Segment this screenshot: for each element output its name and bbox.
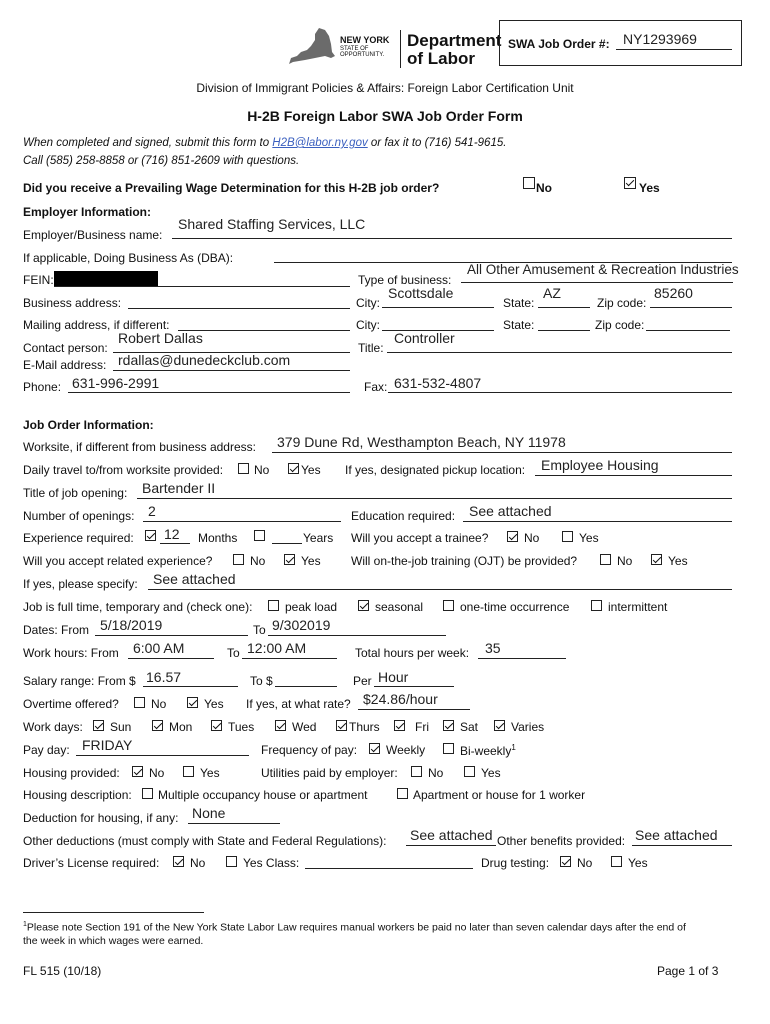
day-varies-label: Varies — [511, 720, 545, 734]
employer-name-line — [172, 238, 732, 239]
trainee-no-label: No — [524, 531, 540, 545]
job-type-label: Job is full time, temporary and (check one): — [23, 600, 253, 614]
overtime-label: Overtime offered? — [23, 697, 119, 711]
salary-label: Salary range: From $ — [23, 674, 136, 688]
travel-no-checkbox[interactable] — [238, 463, 249, 474]
single-apartment-label: Apartment or house for 1 worker — [413, 788, 586, 802]
housing-yes-label: Yes — [200, 766, 220, 780]
employer-name-value[interactable]: Shared Staffing Services, LLC — [178, 216, 366, 232]
overtime-yes-label: Yes — [204, 697, 224, 711]
fein-line — [54, 286, 350, 287]
per-label: Per — [353, 674, 372, 688]
education-label: Education required: — [351, 509, 456, 523]
pickup-line — [535, 475, 732, 476]
pwd-yes-checkbox[interactable] — [624, 177, 636, 189]
biweekly-checkbox[interactable] — [443, 743, 454, 754]
experience-label: Experience required: — [23, 531, 134, 545]
drug-no-checkbox[interactable] — [560, 856, 571, 867]
contact-label: Contact person: — [23, 341, 108, 355]
housing-no-checkbox[interactable] — [132, 766, 143, 777]
pickup-label: If yes, designated pickup location: — [345, 463, 526, 477]
license-yes-checkbox[interactable] — [226, 856, 237, 867]
phone-label: Phone: — [23, 380, 62, 394]
city-line — [382, 307, 494, 308]
day-fri-checkbox[interactable] — [394, 720, 405, 731]
years-label: Years — [303, 531, 334, 545]
overtime-rate-line — [358, 709, 470, 710]
day-sat-checkbox[interactable] — [443, 720, 454, 731]
instructions-line1: When completed and signed, submit this form to H2B@labor.ny.gov or fax it to (716) 541-9615. — [23, 137, 507, 149]
other-deductions-line — [406, 845, 496, 846]
mailing-city-label: City: — [356, 318, 380, 332]
housing-yes-checkbox[interactable] — [183, 766, 194, 777]
housing-no-label: No — [149, 766, 165, 780]
payday-label: Pay day: — [23, 743, 70, 757]
form-title: H-2B Foreign Labor SWA Job Order Form — [247, 108, 523, 124]
seasonal-label: seasonal — [375, 600, 424, 614]
intermittent-checkbox[interactable] — [591, 600, 602, 611]
footnote-line1: $^1$Please note Section 191 of the New York State Labor Law requires manual workers be paid no later than seven calendar days after the end of — [23, 921, 686, 934]
contact-value[interactable]: Robert Dallas — [118, 330, 203, 346]
travel-no-label: No — [254, 463, 270, 477]
mailing-state-line — [538, 330, 590, 331]
dept-line1: Department — [407, 31, 502, 50]
ojt-no-label: No — [617, 554, 633, 568]
day-sat-label: Sat — [460, 720, 479, 734]
per-line — [374, 686, 454, 687]
housing-label: Housing provided: — [23, 766, 120, 780]
ojt-yes-label: Yes — [668, 554, 688, 568]
license-label: Driver’s License required: — [23, 856, 160, 870]
openings-line — [143, 521, 341, 522]
city-label: City: — [356, 296, 380, 310]
salary-to-line — [275, 686, 337, 687]
workdays-label: Work days: — [23, 720, 83, 734]
business-address-label: Business address: — [23, 296, 122, 310]
housing-desc-label: Housing description: — [23, 788, 132, 802]
experience-years-checkbox[interactable] — [254, 530, 265, 541]
email-label: E-Mail address: — [23, 358, 107, 372]
hours-to-line — [242, 658, 337, 659]
utilities-label: Utilities paid by employer: — [261, 766, 398, 780]
single-apartment-checkbox[interactable] — [397, 788, 408, 799]
division-text: Division of Immigrant Policies & Affairs: Foreign Labor Certification Unit — [196, 81, 574, 95]
pwd-yes-label: Yes — [639, 181, 660, 195]
openings-value[interactable]: 2 — [148, 503, 156, 519]
logo-opportunity: OPPORTUNITY. — [340, 52, 385, 58]
dates-from-label: Dates: From — [23, 623, 90, 637]
related-label: Will you accept related experience? — [23, 554, 213, 568]
pwd-question: Did you receive a Prevailing Wage Determination for this H-2B job order? — [23, 181, 440, 195]
ojt-no-checkbox[interactable] — [600, 554, 611, 565]
trainee-label: Will you accept a trainee? — [351, 531, 489, 545]
dates-from-value[interactable]: 5/18/2019 — [100, 617, 163, 633]
other-benefits-line — [632, 845, 732, 846]
job-title-line — [137, 498, 732, 499]
dates-to-label: To — [253, 623, 266, 637]
travel-yes-checkbox[interactable] — [288, 463, 299, 474]
phone-value[interactable]: 631-996-2991 — [72, 375, 160, 391]
overtime-rate-value[interactable]: $24.86/hour — [363, 691, 438, 707]
one-time-label: one-time occurrence — [460, 600, 570, 614]
utilities-no-label: No — [428, 766, 444, 780]
day-sun-label: Sun — [110, 720, 132, 734]
title-line — [387, 352, 732, 353]
experience-years-line — [272, 543, 302, 544]
utilities-yes-checkbox[interactable] — [464, 766, 475, 777]
drug-no-label: No — [577, 856, 593, 870]
trainee-no-checkbox[interactable] — [507, 531, 518, 542]
education-value[interactable]: See attached — [469, 503, 552, 519]
pickup-value[interactable]: Employee Housing — [541, 457, 659, 473]
utilities-yes-label: Yes — [481, 766, 501, 780]
experience-months-line — [160, 543, 190, 544]
dba-label: If applicable, Doing Business As (DBA): — [23, 251, 234, 265]
employer-section-title: Employer Information: — [23, 205, 152, 219]
specify-label: If yes, please specify: — [23, 577, 138, 591]
fax-label: Fax: — [364, 380, 388, 394]
email-line — [113, 370, 350, 371]
salary-from-value[interactable]: 16.57 — [146, 669, 182, 685]
salary-from-line — [143, 686, 238, 687]
day-mon-label: Mon — [169, 720, 193, 734]
day-thurs-checkbox[interactable] — [336, 720, 347, 731]
multi-occupancy-checkbox[interactable] — [142, 788, 153, 799]
ojt-label: Will on-the-job training (OJT) be provided? — [351, 554, 578, 568]
salary-to-label: To $ — [250, 674, 273, 688]
mailing-zip-label: Zip code: — [595, 318, 645, 332]
day-sun-checkbox[interactable] — [93, 720, 104, 731]
overtime-no-checkbox[interactable] — [134, 697, 145, 708]
other-deductions-label: Other deductions (must comply with State and Federal Regulations): — [23, 834, 387, 848]
state-value[interactable]: AZ — [543, 285, 561, 301]
business-address-line — [128, 308, 350, 309]
openings-label: Number of openings: — [23, 509, 135, 523]
license-no-label: No — [190, 856, 206, 870]
drug-yes-label: Yes — [628, 856, 648, 870]
mailing-state-label: State: — [503, 318, 535, 332]
deduction-label: Deduction for housing, if any: — [23, 811, 179, 825]
logo-state: NEW YORK — [340, 35, 390, 45]
total-hours-label: Total hours per week: — [355, 646, 470, 660]
fein-redaction — [54, 271, 158, 287]
months-label: Months — [198, 531, 238, 545]
drug-testing-label: Drug testing: — [481, 856, 550, 870]
business-type-value[interactable]: All Other Amusement & Recreation Industries — [467, 262, 739, 277]
deduction-line — [188, 823, 280, 824]
specify-line — [148, 589, 732, 590]
swa-line — [616, 49, 732, 50]
deduction-value[interactable]: None — [192, 805, 226, 821]
dept-line2: of Labor — [407, 49, 475, 68]
dates-to-value[interactable]: 9/302019 — [272, 617, 331, 633]
form-id: FL 515 (10/18) — [23, 964, 102, 978]
day-mon-checkbox[interactable] — [152, 720, 163, 731]
logo-state-line2: STATE OF — [340, 46, 369, 52]
per-value[interactable]: Hour — [378, 669, 409, 685]
peak-load-checkbox[interactable] — [268, 600, 279, 611]
other-deductions-value[interactable]: See attached — [410, 827, 493, 843]
travel-label: Daily travel to/from worksite provided: — [23, 463, 224, 477]
logo-divider — [400, 30, 401, 68]
biweekly-label: Bi-weekly$^1$ — [460, 743, 516, 758]
frequency-label: Frequency of pay: — [261, 743, 358, 757]
phone-line — [68, 392, 350, 393]
fax-value[interactable]: 631-532-4807 — [394, 375, 482, 391]
ojt-yes-checkbox[interactable] — [651, 554, 662, 565]
state-label: State: — [503, 296, 535, 310]
peak-load-label: peak load — [285, 600, 338, 614]
payday-line — [76, 755, 249, 756]
worksite-line — [272, 452, 732, 453]
other-benefits-label: Other benefits provided: — [497, 834, 626, 848]
overtime-no-label: No — [151, 697, 167, 711]
day-varies-checkbox[interactable] — [494, 720, 505, 731]
pwd-no-checkbox[interactable] — [523, 177, 535, 189]
experience-months-checkbox[interactable] — [145, 530, 156, 541]
drug-yes-checkbox[interactable] — [611, 856, 622, 867]
zip-line — [650, 307, 732, 308]
mailing-address-label: Mailing address, if different: — [23, 318, 170, 332]
day-fri-label: Fri — [415, 720, 429, 734]
experience-months-value[interactable]: 12 — [164, 526, 180, 542]
trainee-yes-checkbox[interactable] — [562, 531, 573, 542]
overtime-rate-label: If yes, at what rate? — [246, 697, 351, 711]
related-no-checkbox[interactable] — [233, 554, 244, 565]
payday-value[interactable]: FRIDAY — [82, 737, 133, 753]
utilities-no-checkbox[interactable] — [411, 766, 422, 777]
ny-state-outline-icon — [285, 26, 337, 70]
worksite-value[interactable]: 379 Dune Rd, Westhampton Beach, NY 11978 — [277, 434, 566, 450]
related-no-label: No — [250, 554, 266, 568]
mailing-zip-line — [646, 330, 730, 331]
license-no-checkbox[interactable] — [173, 856, 184, 867]
job-title-label: Title of job opening: — [23, 486, 128, 500]
email-value[interactable]: rdallas@dunedeckclub.com — [118, 352, 291, 368]
other-benefits-value[interactable]: See attached — [635, 827, 718, 843]
pwd-no-label: No — [536, 181, 552, 195]
mailing-address-line — [178, 330, 350, 331]
intermittent-label: intermittent — [608, 600, 668, 614]
footnote-line2: the week in which wages were earned. — [23, 935, 204, 947]
day-tues-checkbox[interactable] — [211, 720, 222, 731]
job-title-value[interactable]: Bartender II — [142, 480, 216, 496]
work-hours-label: Work hours: From — [23, 646, 119, 660]
travel-yes-label: Yes — [301, 463, 321, 477]
title-label: Title: — [358, 341, 384, 355]
zip-label: Zip code: — [597, 296, 647, 310]
footnote-divider — [23, 912, 204, 913]
day-wed-label: Wed — [292, 720, 317, 734]
business-type-label: Type of business: — [358, 273, 452, 287]
business-type-line — [461, 282, 733, 283]
employer-name-label: Employer/Business name: — [23, 228, 163, 242]
fein-label: FEIN: — [23, 273, 54, 287]
day-wed-checkbox[interactable] — [275, 720, 286, 731]
trainee-yes-label: Yes — [579, 531, 599, 545]
specify-value[interactable]: See attached — [153, 571, 236, 587]
related-yes-label: Yes — [301, 554, 321, 568]
submit-email-link[interactable]: H2B@labor.ny.gov — [272, 137, 368, 149]
hours-to-value[interactable]: 12:00 AM — [247, 640, 307, 656]
seasonal-checkbox[interactable] — [358, 600, 369, 611]
weekly-label: Weekly — [386, 743, 426, 757]
dates-to-line — [268, 635, 446, 636]
city-value[interactable]: Scottsdale — [388, 285, 454, 301]
worksite-label: Worksite, if different from business address: — [23, 440, 256, 454]
zip-value[interactable]: 85260 — [654, 285, 693, 301]
multi-occupancy-label: Multiple occupancy house or apartment — [158, 788, 368, 802]
day-tues-label: Tues — [228, 720, 255, 734]
instructions-line2: Call (585) 258-8858 or (716) 851-2609 with questions. — [23, 155, 300, 167]
education-line — [463, 521, 732, 522]
swa-value[interactable]: NY1293969 — [623, 31, 697, 47]
license-yes-class-label: Yes Class: — [243, 856, 300, 870]
job-section-title: Job Order Information: — [23, 418, 154, 432]
swa-label: SWA Job Order #: — [508, 37, 610, 51]
fax-line — [388, 392, 732, 393]
title-value[interactable]: Controller — [394, 330, 455, 346]
license-class-line — [305, 868, 473, 869]
overtime-yes-checkbox[interactable] — [187, 697, 198, 708]
state-line — [538, 307, 590, 308]
total-hours-line — [478, 658, 566, 659]
hours-to-label: To — [227, 646, 240, 660]
related-yes-checkbox[interactable] — [284, 554, 295, 565]
weekly-checkbox[interactable] — [369, 743, 380, 754]
day-thurs-label: Thurs — [349, 720, 380, 734]
dates-from-line — [95, 635, 248, 636]
total-hours-value[interactable]: 35 — [485, 640, 501, 656]
hours-from-value[interactable]: 6:00 AM — [133, 640, 185, 656]
page-number: Page 1 of 3 — [657, 964, 719, 978]
one-time-checkbox[interactable] — [443, 600, 454, 611]
hours-from-line — [128, 658, 214, 659]
